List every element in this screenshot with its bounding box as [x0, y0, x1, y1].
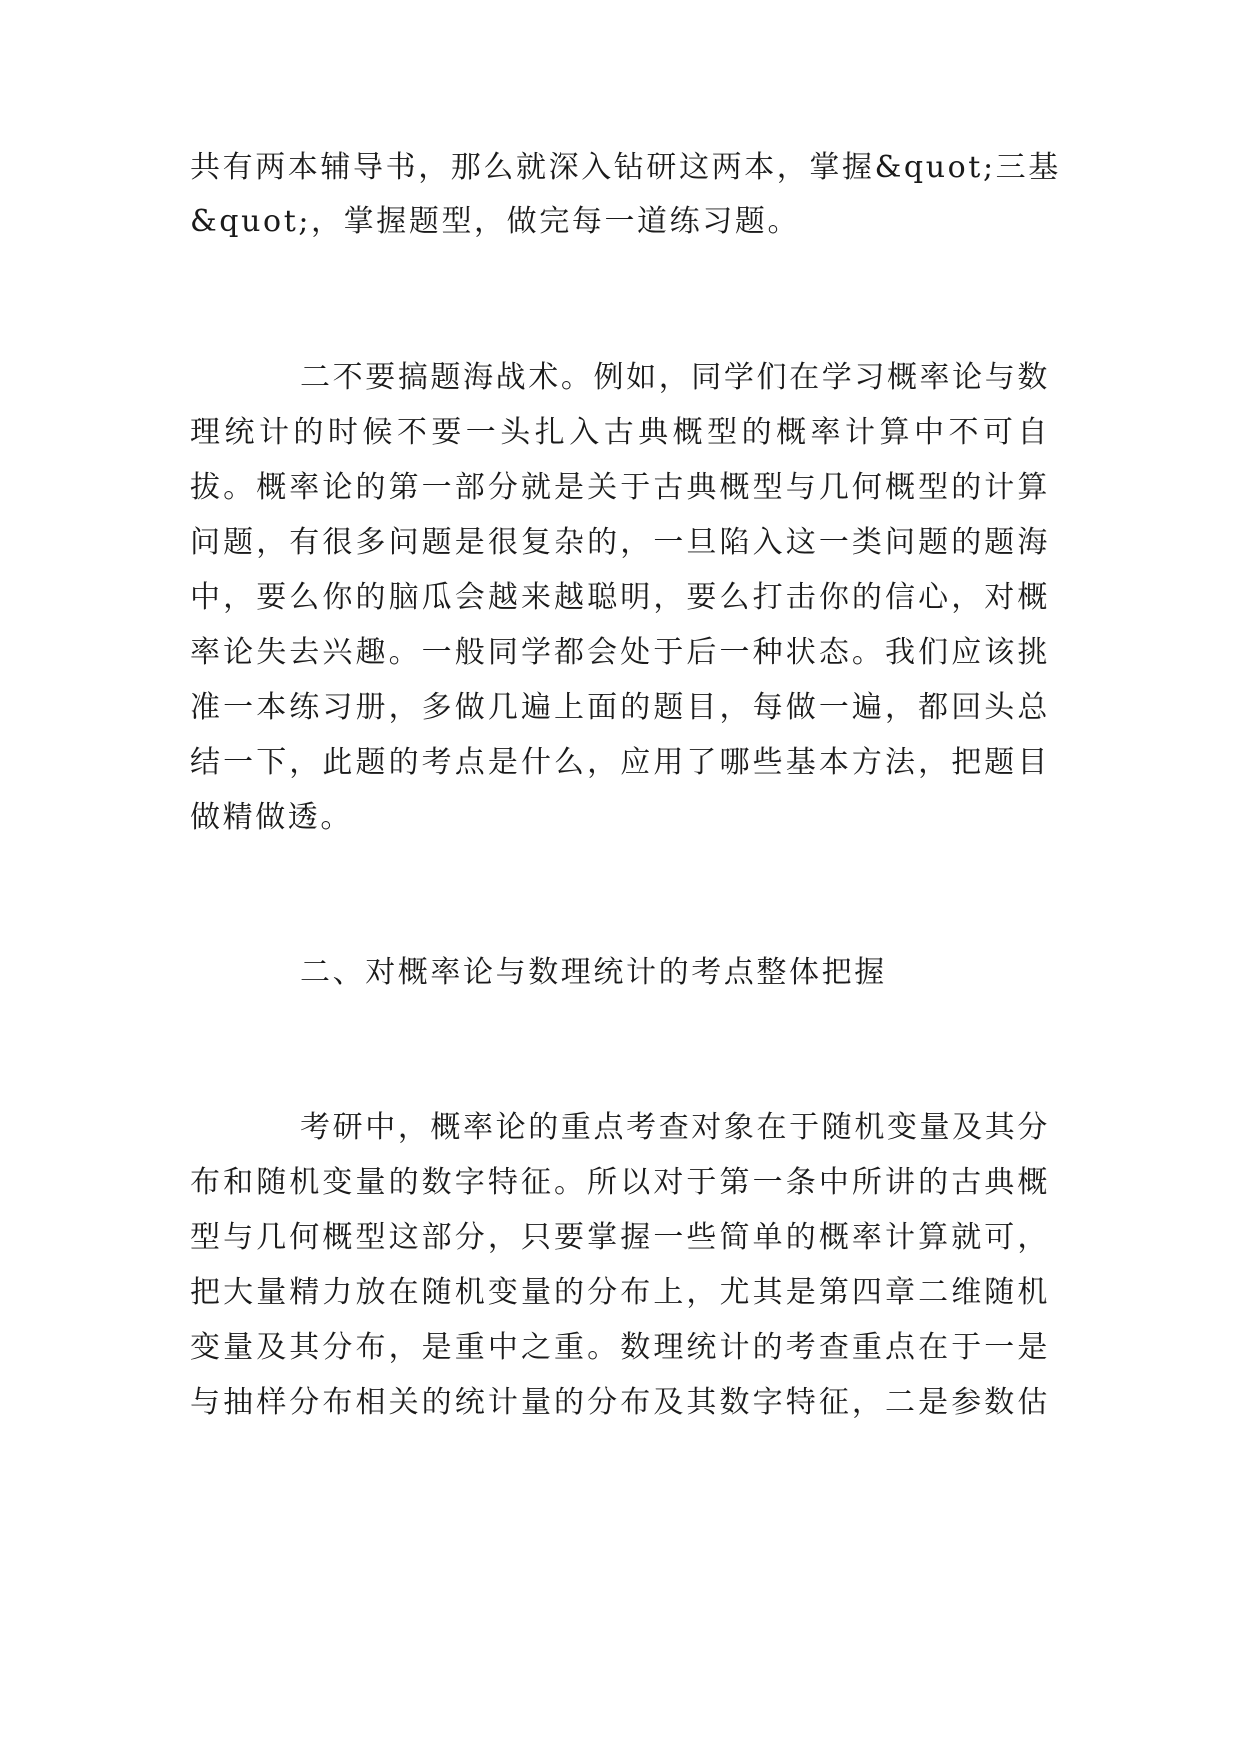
paragraph-3-line-6: 与抽样分布相关的统计量的分布及其数字特征，二是参数估 [190, 1385, 1050, 1420]
paragraph-2-line-5: 中，要么你的脑瓜会越来越聪明，要么打击你的信心，对概 [190, 580, 1050, 615]
paragraph-3-line-5: 变量及其分布，是重中之重。数理统计的考查重点在于一是 [190, 1330, 1050, 1365]
paragraph-2-line-3: 拔。概率论的第一部分就是关于古典概型与几何概型的计算 [190, 470, 1050, 505]
paragraph-3-line-4: 把大量精力放在随机变量的分布上，尤其是第四章二维随机 [190, 1275, 1050, 1310]
paragraph-2-line-2: 理统计的时候不要一头扎入古典概型的概率计算中不可自 [190, 415, 1050, 450]
paragraph-2-line-1: 二不要搞题海战术。例如，同学们在学习概率论与数 [300, 360, 1050, 395]
paragraph-1-line-1: 共有两本辅导书，那么就深入钻研这两本，掌握&quot;三基 [190, 150, 1061, 185]
paragraph-2-line-9: 做精做透。 [190, 800, 353, 835]
section-heading: 二、对概率论与数理统计的考点整体把握 [300, 955, 887, 990]
paragraph-1-line-2: &quot;，掌握题型，做完每一道练习题。 [190, 204, 801, 239]
paragraph-2-line-7: 准一本练习册，多做几遍上面的题目，每做一遍，都回头总 [190, 690, 1050, 725]
paragraph-2-line-8: 结一下，此题的考点是什么，应用了哪些基本方法，把题目 [190, 745, 1050, 780]
paragraph-3-line-1: 考研中，概率论的重点考查对象在于随机变量及其分 [300, 1110, 1050, 1145]
paragraph-2-line-4: 问题，有很多问题是很复杂的，一旦陷入这一类问题的题海 [190, 525, 1050, 560]
paragraph-2-line-6: 率论失去兴趣。一般同学都会处于后一种状态。我们应该挑 [190, 635, 1050, 670]
paragraph-3-line-2: 布和随机变量的数字特征。所以对于第一条中所讲的古典概 [190, 1165, 1050, 1200]
paragraph-3-line-3: 型与几何概型这部分，只要掌握一些简单的概率计算就可， [190, 1220, 1050, 1255]
